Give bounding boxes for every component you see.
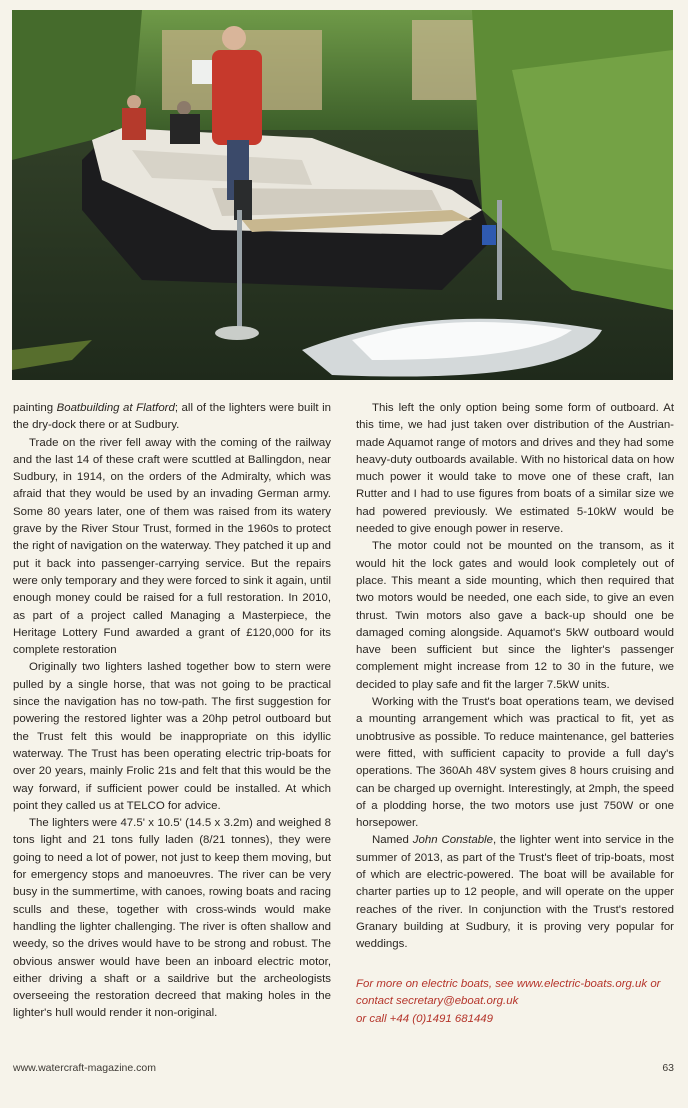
paragraph: This left the only option being some form of outboard. At this time, we had just taken over distribution of the Austrian-made Aquamot range of motors and drives and they had some heavy-duty outboards available. With no historical data on how much power it would take to move one of these craft, Ian Rutter and I had to use figures from boats of a similar size we had powered previously. We estimated 5-10kW would be needed to give enough power in reserve. — [356, 402, 674, 536]
footer-website[interactable]: www.watercraft-magazine.com — [13, 1062, 156, 1074]
contact-website-line[interactable]: For more on electric boats, see www.electric-boats.org.uk or — [356, 977, 661, 990]
page-footer — [13, 1062, 674, 1074]
contact-email-line[interactable]: contact secretary@eboat.org.uk — [356, 995, 519, 1008]
contact-phone-line: or call +44 (0)1491 681449 — [356, 1012, 494, 1025]
contact-info — [356, 976, 674, 1029]
paragraph: painting Boatbuilding at Flatford; all of the lighters were built in the dry-dock there or at Sudbury. — [13, 402, 331, 432]
paragraph: The motor could not be mounted on the transom, as it would hit the lock gates and would look completely out of place. This meant a side mounting, which then required that two motors would be needed, one each side, to give an even thrust. Twin motors also gave a back-up should one be damaged coming alongside. Aquamot's 5kW outboard would have been sufficient but since the lighter's passenger complement might increase from 12 to 30 in the future, we decided to play safe and fit the larger 7.5kW units. — [356, 540, 674, 691]
boat-photo-illustration — [12, 10, 673, 380]
article-left-column — [13, 400, 331, 1023]
page-number: 63 — [662, 1062, 674, 1074]
paragraph: Named John Constable, the lighter went into service in the summer of 2013, as part of the Trust's fleet of trip-boats, most of which are electric-powered. The boat will be available for charter parties up to 12 people, and will operate on the upper reaches of the river. In conjunction with the Trust's restored Granary building at Sudbury, it is proving very popular for weddings. — [356, 834, 674, 951]
boat-photo — [12, 10, 673, 380]
boat-name: John Constable — [412, 834, 493, 847]
article-right-column — [356, 400, 674, 1028]
painting-title: Boatbuilding at Flatford — [56, 402, 175, 414]
paragraph: Working with the Trust's boat operations team, we devised a mounting arrangement which was practical to fit, yet as unobtrusive as possible. To reduce maintenance, gel batteries were fitted, with sufficient capacity to provide a full day's operations. The 360Ah 48V system gives 8 hours cruising and can be charged up overnight. Interestingly, at 2mph, the speed of a plodding horse, the two motors use just 750W or one horsepower. — [356, 696, 674, 830]
paragraph: Trade on the river fell away with the coming of the railway and the last 14 of these craft were scuttled at Ballingdon, near Sudbury, in 1914, on the orders of the Admiralty, which was afraid that they would be used by an invading German army. Some 80 years later, one of them was raised from its watery grave by the River Stour Trust, formed in the 1960s to protect the right of navigation on the waterway. They patched it up and put it back into passenger-carrying service. But the repairs were only temporary and they were forced to sink it again, until enough money could be raised for a full restoration. In 2010, as part of a project called Managing a Masterpiece, the Heritage Lottery Fund awarded a grant of £120,000 for its complete restoration — [13, 436, 331, 657]
paragraph: The lighters were 47.5' x 10.5' (14.5 x 3.2m) and weighed 8 tons light and 21 tons fully laden (8/21 tonnes), they were going to need a lot of power, not just to keep them moving, but for emergency stops and manoeuvres. The river can be very busy in the summertime, with canoes, rowing boats and racing sculls and these, together with cross-winds would make handling the lighter challenging. The river is often shallow and weedy, so the drives would have to be strong and robust. The obvious answer would have been an inboard electric motor, either driving a shaft or a saildrive but the archeologists overseeing the restoration decreed that making holes in the lighter's hull would render it non-original. — [13, 817, 331, 1020]
paragraph: Originally two lighters lashed together bow to stern were pulled by a single horse, that was not going to be practical since the navigation has no tow-path. The first suggestion for powering the restored lighter was a 20hp petrol outboard but the Trust felt this would be inappropriate on this idyllic waterway. The Trust has been operating electric trip-boats for over 20 years, mainly Frolic 21s and felt that this would be the way forward, if sufficient power could be installed. At which point they called us at TELCO for advice. — [13, 661, 331, 812]
